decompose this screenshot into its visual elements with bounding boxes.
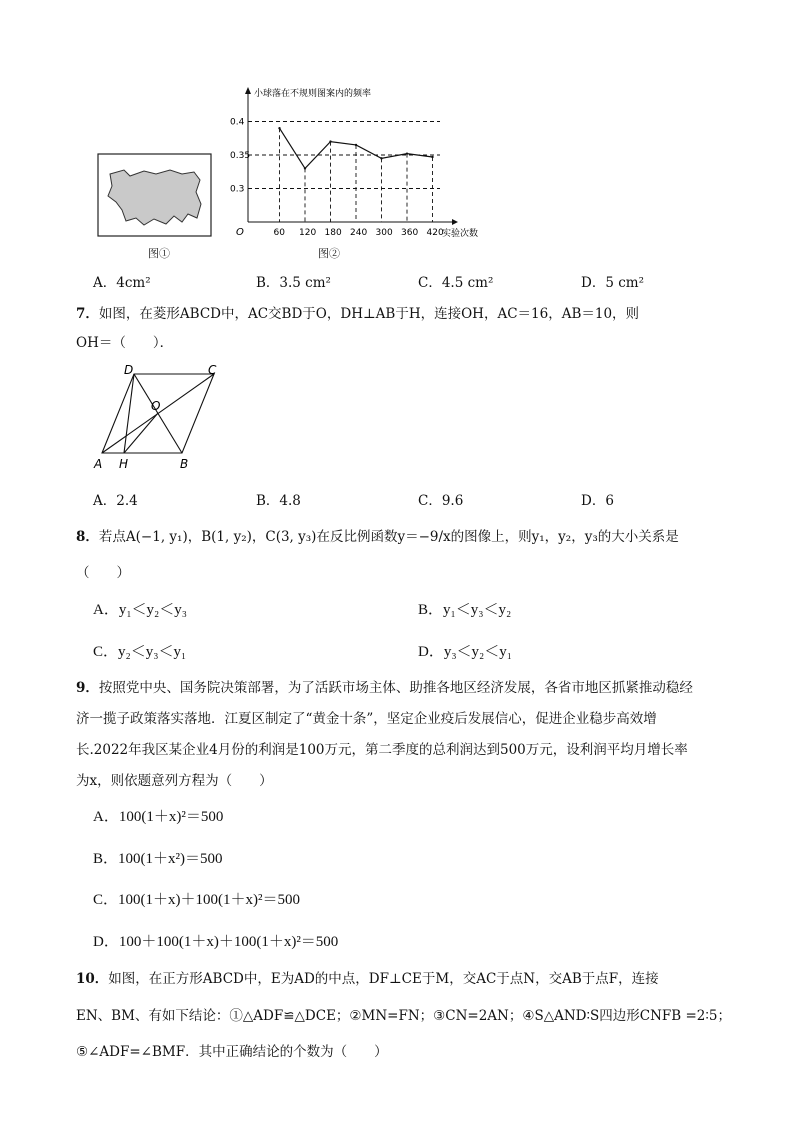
y-tick-label: 0.35 xyxy=(230,151,251,161)
q7-option-d[interactable]: D．6 xyxy=(581,493,614,509)
q8-option-d[interactable]: D．y₃＜y₂＜y₁ xyxy=(418,644,513,660)
q8-option-a[interactable]: A．y₁＜y₂＜y₃ xyxy=(93,602,188,618)
frequency-line-chart xyxy=(228,82,498,240)
q8-number: 8． xyxy=(76,529,99,545)
x-tick-label: 360 xyxy=(401,228,419,238)
q9-text1: 按照党中央、国务院决策部署，为了活跃市场主体、助推各地区经济发展，各省市地区抓紧推动稳经 xyxy=(98,680,693,696)
data-point xyxy=(380,157,382,159)
q9-option-a[interactable]: A．100(1＋x)²＝500 xyxy=(93,809,224,825)
q9-line4: 为x，则依题意列方程为（ ） xyxy=(76,773,273,789)
q8-line1 xyxy=(76,525,679,545)
q8-text1: 若点A(−1, y₁)，B(1, y₂)，C(3, y₃)在反比例函数y＝−9/x的图像上，则y₁，y₂，y₃的大小关系是 xyxy=(98,529,679,545)
data-point xyxy=(278,127,280,129)
q9-option-b[interactable]: B．100(1＋x²)＝500 xyxy=(93,851,223,867)
label-b: B xyxy=(180,457,189,471)
q6-option-c[interactable]: C．4.5 cm² xyxy=(418,275,494,291)
data-point xyxy=(406,152,408,154)
q7-option-a[interactable]: A．2.4 xyxy=(93,493,138,509)
q7-option-c[interactable]: C．9.6 xyxy=(418,493,464,509)
data-point xyxy=(355,144,357,146)
q10-line3: ⑤∠ADF=∠BMF．其中正确结论的个数为（ ） xyxy=(76,1044,388,1060)
q10-number: 10． xyxy=(76,971,109,987)
q6-option-d[interactable]: D．5 cm² xyxy=(581,275,644,291)
y-axis-arrow xyxy=(245,87,251,94)
label-o: O xyxy=(151,399,161,413)
data-point xyxy=(304,167,306,169)
q9-line2: 济一揽子政策落实落地．江夏区制定了“黄金十条”，坚定企业疫后发展信心，促进企业稳步高效增 xyxy=(76,711,657,727)
label-a: A xyxy=(94,457,103,471)
label-h: H xyxy=(119,457,129,471)
q8-line2: （ ） xyxy=(76,565,130,581)
q8-option-c[interactable]: C．y₂＜y₃＜y₁ xyxy=(93,644,187,660)
chart-title: 小球落在不规则图案内的频率 xyxy=(254,89,372,99)
q7-number: 7． xyxy=(76,306,99,322)
q10-line1 xyxy=(76,967,659,987)
q7-text1: 如图，在菱形ABCD中，AC交BD于O，DH⊥AB于H，连接OH，AC＝16，AB＝10，则 xyxy=(98,306,640,322)
q7-option-b[interactable]: B．4.8 xyxy=(256,493,301,509)
q9-option-d[interactable]: D．100＋100(1＋x)＋100(1＋x)²＝500 xyxy=(93,934,339,950)
x-tick-label: 240 xyxy=(350,228,368,238)
q9-line1 xyxy=(76,676,693,696)
q7-line1 xyxy=(76,302,639,322)
label-d: D xyxy=(124,363,134,377)
q8-option-b[interactable]: B．y₁＜y₃＜y₂ xyxy=(418,602,512,618)
q6-option-a[interactable]: A．4cm² xyxy=(93,275,151,291)
x-axis-arrow xyxy=(452,219,458,225)
data-point xyxy=(431,156,433,158)
label-c: C xyxy=(208,363,217,377)
q7-line2: OH＝（ ）． xyxy=(76,335,174,351)
fig1-caption: 图① xyxy=(148,247,170,260)
irregular-pattern-figure xyxy=(96,152,214,238)
q10-text1: 如图，在正方形ABCD中，E为AD的中点，DF⊥CE于M，交AC于点N，交AB于点F，连接 xyxy=(108,971,659,987)
rhombus-figure xyxy=(90,362,230,474)
x-tick-label: 300 xyxy=(375,228,393,238)
x-tick-label: 120 xyxy=(299,228,317,238)
q9-line3: 长.2022年我区某企业4月份的利润是100万元，第二季度的总利润达到500万元，设利润平均月增长率 xyxy=(76,742,688,758)
data-point xyxy=(329,140,331,142)
q9-option-c[interactable]: C．100(1＋x)＋100(1＋x)²＝500 xyxy=(93,892,300,908)
y-tick-label: 0.3 xyxy=(230,184,245,195)
x-axis-label: 实验次数 xyxy=(442,229,479,239)
x-tick-label: 420 xyxy=(426,228,444,238)
q9-number: 9． xyxy=(76,680,99,696)
fig2-caption: 图② xyxy=(318,247,340,260)
x-tick-label: 60 xyxy=(273,228,285,238)
q6-option-b[interactable]: B．3.5 cm² xyxy=(256,275,331,291)
q10-line2: EN、BM、有如下结论：①△ADF≌△DCE；②MN=FN；③CN=2AN；④S△AND∶S四边形CNFB =2∶5； xyxy=(76,1008,731,1024)
x-tick-label: 180 xyxy=(324,228,342,238)
origin-label: O xyxy=(236,227,244,238)
y-tick-label: 0.4 xyxy=(230,117,245,128)
